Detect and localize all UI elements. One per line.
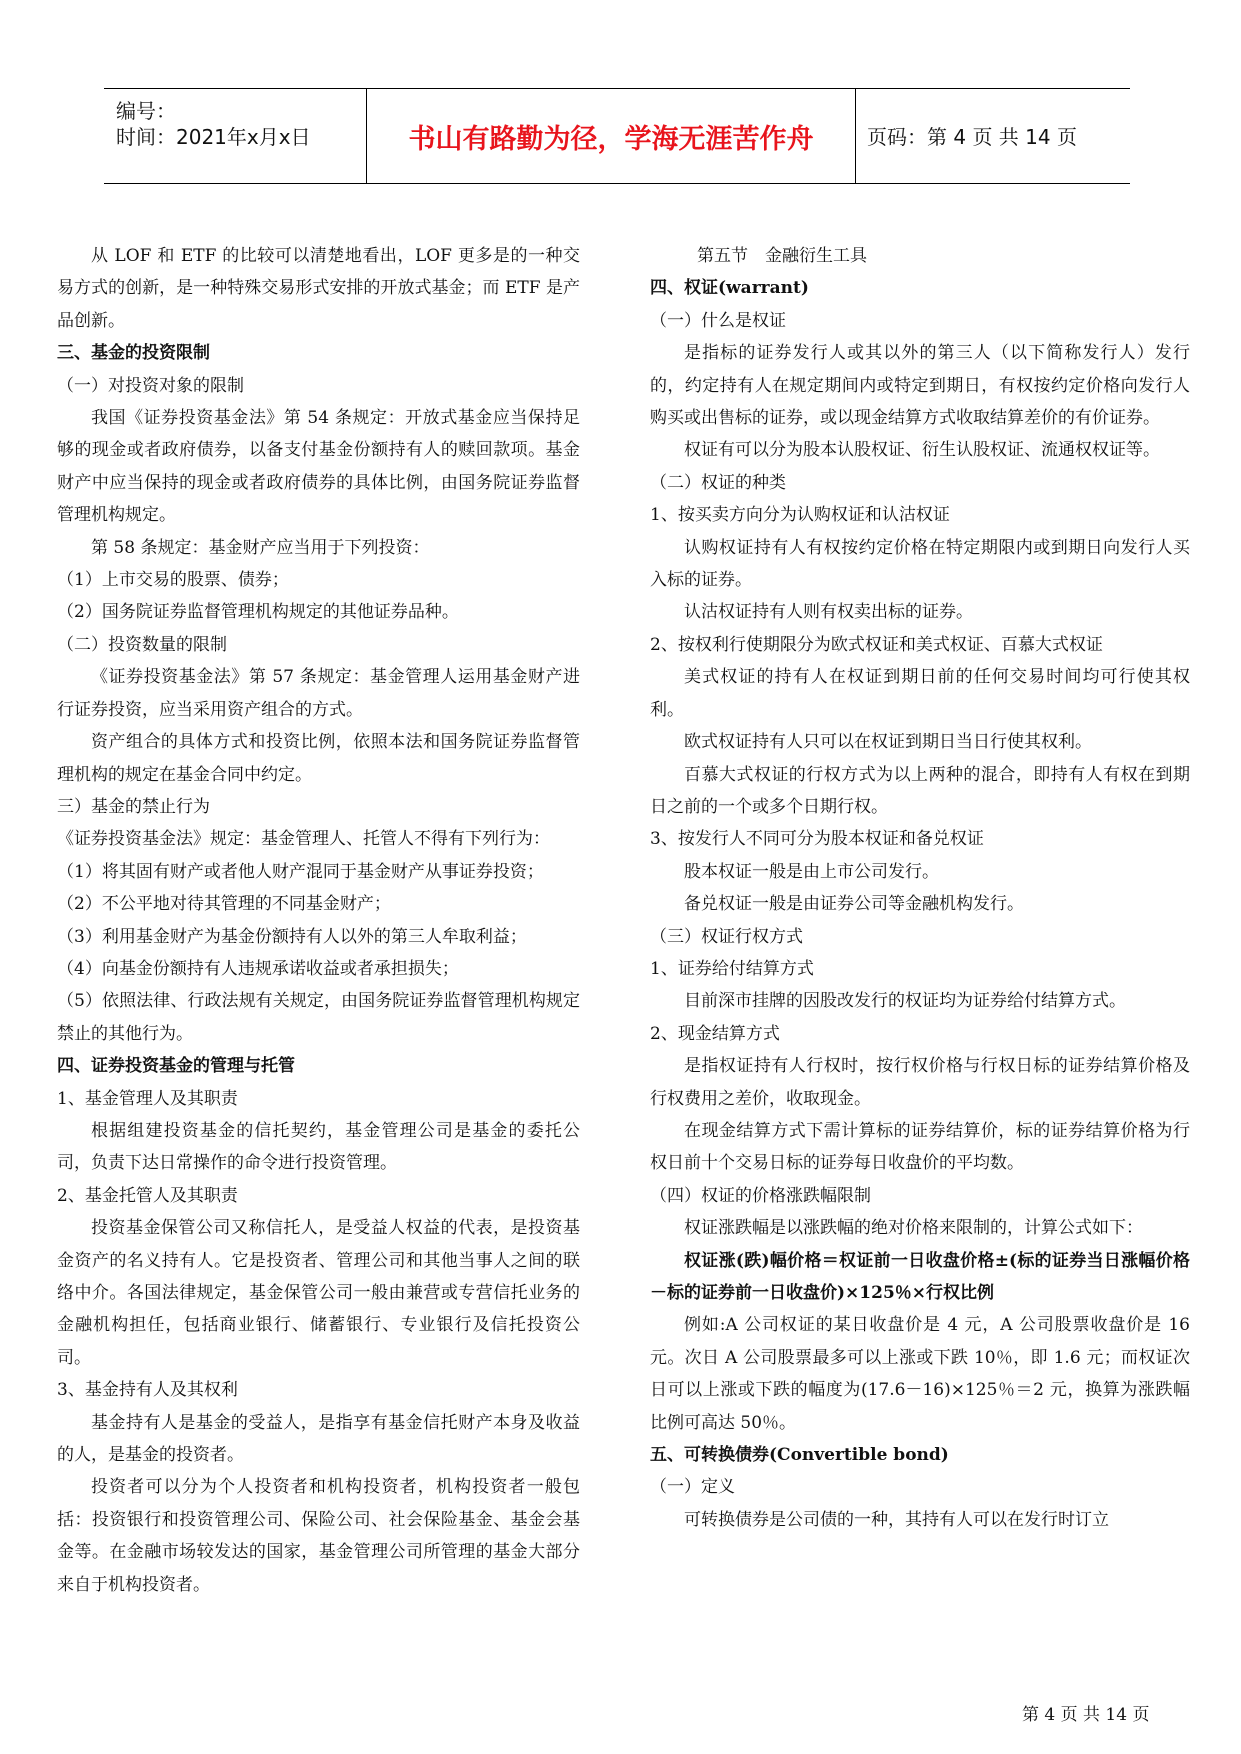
paragraph: 可转换债券是公司债的一种，其持有人可以在发行时订立: [684, 1509, 1109, 1530]
header-meta-cell: [104, 89, 366, 183]
paragraph: 3、基金持有人及其权利: [57, 1380, 238, 1401]
motto-text: 书山有路勤为径，学海无涯苦作舟: [408, 124, 814, 155]
paragraph: （2）不公平地对待其管理的不同基金财产；: [57, 894, 391, 915]
paragraph: 从 LOF 和 ETF 的比较可以清楚地看出，LOF 更多是的一种交易方式的创新，是一种特殊交易形式安排的开放式基金；而 ETF 是产品创新。: [57, 246, 580, 331]
paragraph: （2）国务院证券监督管理机构规定的其他证券品种。: [57, 602, 459, 623]
paragraph: 例如:A 公司权证的某日收盘价是 4 元，A 公司股票收盘价是 16 元。次日 A 公司股票最多可以上涨或下跌 10％，即 1.6 元；而权证次日可以上涨或下跌的幅度为(17.6－16)×125％＝2 元，换算为涨跌幅比例可高达 50％。: [650, 1315, 1190, 1433]
document-number-label: 编号：: [116, 99, 176, 123]
paragraph: 权证涨(跌)幅价格＝权证前一日收盘价格±(标的证券当日涨幅价格－标的证券前一日收盘价)×125％×行权比例: [650, 1250, 1190, 1303]
paragraph: 认购权证持有人有权按约定价格在特定期限内或到期日向发行人买入标的证券。: [650, 537, 1190, 591]
paragraph: （二）投资数量的限制: [57, 634, 227, 655]
paragraph: 四、权证(warrant): [650, 278, 809, 299]
document-time-label: 时间：2021年x月x日: [116, 125, 311, 149]
paragraph: 资产组合的具体方式和投资比例，依照本法和国务院证券监督管理机构的规定在基金合同中约定。: [57, 732, 580, 785]
header-page-cell: [855, 89, 1130, 183]
paragraph: 目前深市挂牌的因股改发行的权证均为证券给付结算方式。: [684, 991, 1126, 1012]
paragraph: 权证有可以分为股本认股权证、衍生认股权证、流通权权证等。: [684, 440, 1160, 461]
paragraph: （四）权证的价格涨跌幅限制: [650, 1185, 871, 1206]
right-column: [650, 240, 1190, 1536]
paragraph: （二）权证的种类: [650, 472, 786, 493]
paragraph: 基金持有人是基金的受益人，是指享有基金信托财产本身及收益的人，是基金的投资者。: [57, 1412, 580, 1466]
paragraph: 美式权证的持有人在权证到期日前的任何交易时间均可行使其权利。: [650, 667, 1190, 720]
paragraph: 2、按权利行使期限分为欧式权证和美式权证、百慕大式权证: [650, 634, 1103, 655]
paragraph: （3）利用基金财产为基金份额持有人以外的第三人牟取利益；: [57, 926, 527, 947]
paragraph: 认沽权证持有人则有权卖出标的证券。: [684, 602, 973, 623]
paragraph: 投资基金保管公司又称信托人，是受益人权益的代表，是投资基金资产的名义持有人。它是投资者、管理公司和其他当事人之间的联络中介。各国法律规定，基金保管公司一般由兼营或专营信托业务的金融机构担任，包括商业银行、储蓄银行、专业银行及信托投资公司。: [57, 1218, 580, 1368]
paragraph: 四、证券投资基金的管理与托管: [57, 1056, 295, 1077]
paragraph: 三）基金的禁止行为: [57, 796, 210, 817]
paragraph: （4）向基金份额持有人违规承诺收益或者承担损失；: [57, 958, 459, 979]
paragraph: 根据组建投资基金的信托契约，基金管理公司是基金的委托公司，负责下达日常操作的命令进行投资管理。: [57, 1120, 580, 1174]
paragraph: 投资者可以分为个人投资者和机构投资者，机构投资者一般包括：投资银行和投资管理公司、保险公司、社会保险基金、基金会基金等。在金融市场较发达的国家，基金管理公司所管理的基金大部分来自于机构投资者。: [57, 1477, 580, 1595]
paragraph: 备兑权证一般是由证券公司等金融机构发行。: [684, 894, 1024, 915]
paragraph: 2、现金结算方式: [650, 1023, 780, 1044]
paragraph: 《证券投资基金法》规定：基金管理人、托管人不得有下列行为：: [57, 829, 550, 850]
paragraph: （5）依照法律、行政法规有关规定，由国务院证券监督管理机构规定禁止的其他行为。: [57, 991, 580, 1044]
paragraph: 欧式权证持有人只可以在权证到期日当日行使其权利。: [684, 732, 1092, 753]
paragraph: 在现金结算方式下需计算标的证券结算价，标的证券结算价格为行权日前十个交易日标的证券每日收盘价的平均数。: [650, 1120, 1190, 1174]
paragraph: 我国《证券投资基金法》第 54 条规定：开放式基金应当保持足够的现金或者政府债券，以备支付基金份额持有人的赎回款项。基金财产中应当保持的现金或者政府债券的具体比例，由国务院证券监督管理机构规定。: [57, 408, 580, 526]
paragraph: 权证涨跌幅是以涨跌幅的绝对价格来限制的，计算公式如下：: [684, 1218, 1143, 1239]
header-page-info: 页码：第 4 页 共 14 页: [867, 125, 1077, 149]
page-header: [104, 88, 1130, 184]
paragraph: 是指标的证券发行人或其以外的第三人（以下简称发行人）发行的，约定持有人在规定期间内或特定到期日，有权按约定价格向发行人购买或出售标的证券，或以现金结算方式收取结算差价的有价证券。: [650, 343, 1190, 429]
paragraph: 股本权证一般是由上市公司发行。: [684, 861, 939, 882]
paragraph: 3、按发行人不同可分为股本权证和备兑权证: [650, 829, 984, 850]
paragraph: （1）上市交易的股票、债券；: [57, 570, 289, 591]
paragraph: （1）将其固有财产或者他人财产混同于基金财产从事证券投资；: [57, 861, 544, 882]
paragraph: （一）对投资对象的限制: [57, 375, 244, 396]
paragraph: 1、基金管理人及其职责: [57, 1088, 238, 1109]
paragraph: 第 58 条规定：基金财产应当用于下列投资：: [91, 537, 430, 558]
page-footer-number: 第 4 页 共 14 页: [1022, 1705, 1150, 1725]
paragraph: 五、可转换债券(Convertible bond): [650, 1445, 949, 1466]
paragraph: 百慕大式权证的行权方式为以上两种的混合，即持有人有权在到期日之前的一个或多个日期行权。: [650, 764, 1190, 817]
paragraph: 2、基金托管人及其职责: [57, 1185, 238, 1206]
paragraph: 1、证券给付结算方式: [650, 958, 814, 979]
paragraph: （一）定义: [650, 1477, 735, 1498]
paragraph: （三）权证行权方式: [650, 926, 803, 947]
paragraph: 是指权证持有人行权时，按行权价格与行权日标的证券结算价格及行权费用之差价，收取现金。: [650, 1056, 1190, 1109]
paragraph: 《证券投资基金法》第 57 条规定：基金管理人运用基金财产进行证券投资，应当采用资产组合的方式。: [57, 667, 580, 720]
paragraph: 1、按买卖方向分为认购权证和认沽权证: [650, 505, 950, 526]
left-column: [57, 240, 580, 1601]
header-motto-cell: [366, 89, 856, 183]
paragraph: 三、基金的投资限制: [57, 343, 210, 364]
paragraph: （一）什么是权证: [650, 310, 786, 331]
paragraph: 第五节 金融衍生工具: [697, 246, 867, 266]
